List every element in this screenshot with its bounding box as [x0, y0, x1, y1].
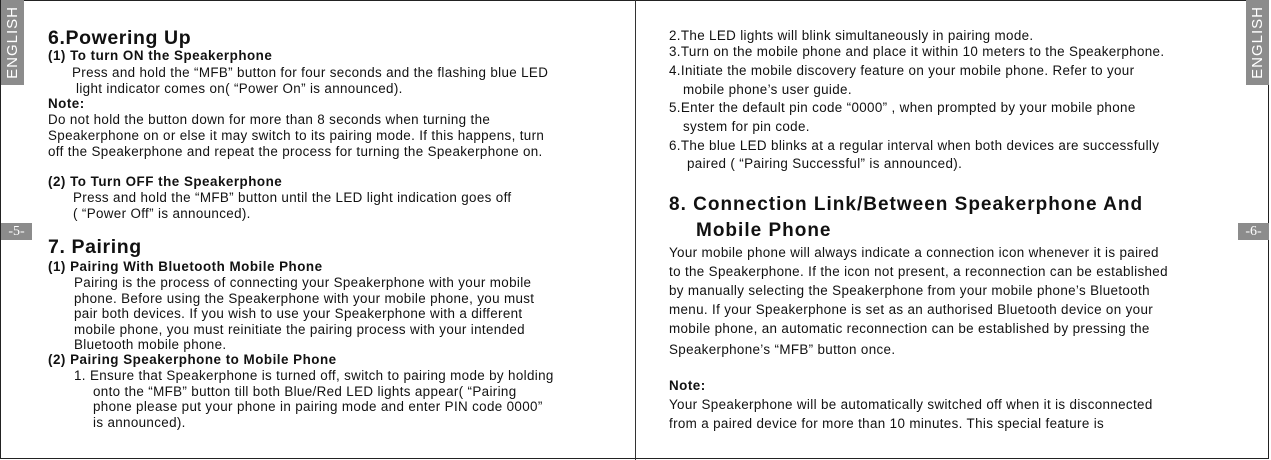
- section7-sub1-line: Bluetooth mobile phone.: [74, 337, 227, 352]
- section6-note-line: Speakerphone on or else it may switch to its pairing mode. If this happens, turn: [48, 128, 545, 143]
- language-tab-right-label: ENGLISH: [1249, 6, 1266, 79]
- page-number-left: -5-: [1, 223, 32, 240]
- section8-note-line: Your Speakerphone will be automatically switched off when it is disconnected: [669, 397, 1153, 412]
- section8-title: 8. Connection Link/Between Speakerphone And: [669, 194, 1144, 215]
- section8-body-line: Your mobile phone will always indicate a connection icon whenever it is paired: [669, 245, 1159, 260]
- section7-sub1-heading: (1) Pairing With Bluetooth Mobile Phone: [48, 259, 323, 274]
- section8-title-line2: Mobile Phone: [696, 220, 832, 241]
- section7-sub1-line: phone. Before using the Speakerphone with your mobile phone, you must: [74, 291, 535, 306]
- section7-sub2-line: 1. Ensure that Speakerphone is turned off, switch to pairing mode by holding: [74, 368, 554, 383]
- section6-sub1-line: light indicator comes on( “Power On” is announced).: [76, 81, 403, 96]
- section8-note-line: from a paired device for more than 10 minutes. This special feature is: [669, 416, 1105, 431]
- section6-sub1-line: Press and hold the “MFB” button for four seconds and the flashing blue LED: [72, 65, 549, 80]
- pairing-step: system for pin code.: [683, 119, 810, 134]
- pairing-step: 3.Turn on the mobile phone and place it within 10 meters to the Speakerphone.: [669, 44, 1165, 59]
- section6-sub2-line: ( “Power Off” is announced).: [73, 206, 251, 221]
- section6-sub2-heading: (2) To Turn OFF the Speakerphone: [48, 174, 283, 189]
- section7-sub2-heading: (2) Pairing Speakerphone to Mobile Phone: [48, 352, 337, 367]
- section8-body-line: mobile phone, an automatic reconnection can be established by pressing the: [669, 321, 1150, 336]
- pairing-step: 5.Enter the default pin code “0000” , when prompted by your mobile phone: [669, 100, 1136, 115]
- section7-sub1-line: Pairing is the process of connecting your Speakerphone with your mobile: [74, 275, 532, 290]
- language-tab-left: [1, 0, 24, 85]
- pairing-step: mobile phone’s user guide.: [683, 82, 852, 97]
- section8-body-line: menu. If your Speakerphone is set as an authorised Bluetooth device on your: [669, 302, 1154, 317]
- section7-sub2-line: onto the “MFB” button till both Blue/Red LED lights appear( “Pairing: [93, 384, 517, 399]
- section8-body-line: to the Speakerphone. If the icon not present, a reconnection can be established: [669, 264, 1168, 279]
- section7-sub1-line: pair both devices. If you wish to use your Speakerphone with a different: [74, 306, 523, 321]
- language-tab-left-label: ENGLISH: [4, 6, 21, 79]
- section6-sub1-heading: (1) To turn ON the Speakerphone: [48, 48, 273, 63]
- section8-body-line: by manually selecting the Speakerphone from your mobile phone’s Bluetooth: [669, 283, 1150, 298]
- section6-note-label: Note:: [48, 96, 85, 111]
- section7-sub2-line: is announced).: [93, 415, 186, 430]
- page-number-right: -6-: [1238, 223, 1269, 240]
- language-tab-right: [1246, 0, 1269, 85]
- section8-note-label: Note:: [669, 378, 706, 393]
- page-divider: [635, 0, 636, 460]
- section8-body-line: Speakerphone’s “MFB” button once.: [669, 342, 896, 357]
- pairing-step: paired ( “Pairing Successful” is announced).: [687, 156, 963, 171]
- section6-note-line: off the Speakerphone and repeat the process for turning the Speakerphone on.: [48, 144, 543, 159]
- pairing-step: 2.The LED lights will blink simultaneously in pairing mode.: [669, 28, 1034, 43]
- pairing-step: 4.Initiate the mobile discovery feature on your mobile phone. Refer to your: [669, 63, 1135, 78]
- section7-sub1-line: mobile phone, you must reinitiate the pairing process with your intended: [74, 322, 525, 337]
- section6-sub2-line: Press and hold the “MFB” button until the LED light indication goes off: [73, 190, 512, 205]
- section6-note-line: Do not hold the button down for more than 8 seconds when turning the: [48, 112, 491, 127]
- section7-sub2-line: phone please put your phone in pairing mode and enter PIN code 0000”: [93, 399, 543, 414]
- section7-title: 7. Pairing: [48, 236, 142, 258]
- section6-title: 6.Powering Up: [48, 27, 192, 49]
- pairing-step: 6.The blue LED blinks at a regular interval when both devices are successfully: [669, 138, 1160, 153]
